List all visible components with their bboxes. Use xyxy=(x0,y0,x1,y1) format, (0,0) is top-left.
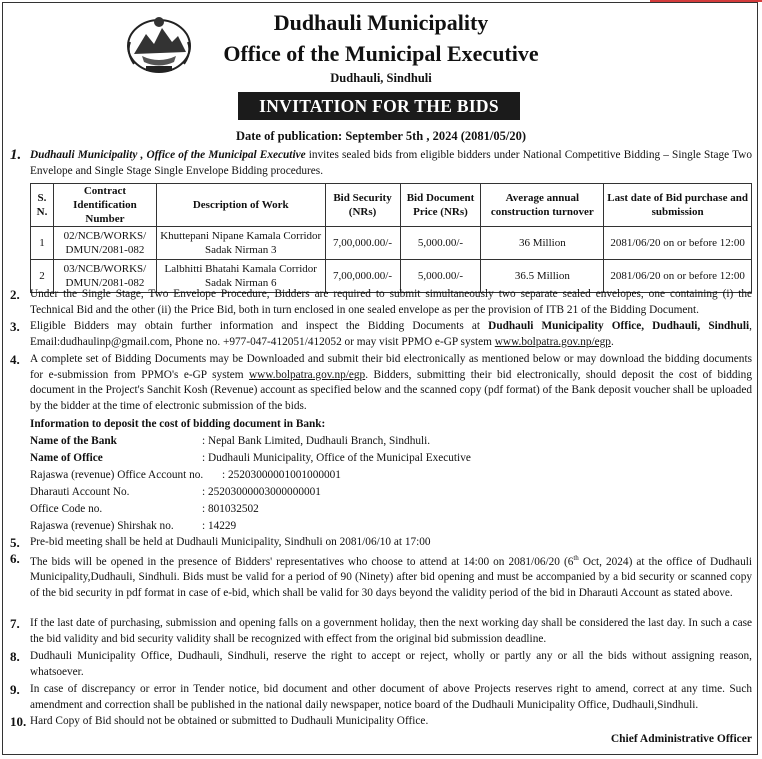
clause-4 xyxy=(10,352,752,414)
clause-3-text: Eligible Bidders may obtain further information and inspect the Bidding Documents at xyxy=(30,320,489,332)
header-bid-security: Bid Security (NRs) xyxy=(325,184,400,227)
notice-banner: INVITATION FOR THE BIDS xyxy=(238,92,520,120)
clause-number: 7. xyxy=(10,616,20,631)
cell-last-date: 2081/06/20 on or before 12:00 xyxy=(604,260,752,293)
clause-1-lead: Dudhauli Municipality , Office of the Municipal Executive xyxy=(30,149,306,161)
bank-row-value: : 14229 xyxy=(202,520,237,532)
cell-contract-id: 03/NCB/WORKS/ DMUN/2081-082 xyxy=(53,260,156,293)
bank-row-key: Rajaswa (revenue) Office Account no. xyxy=(30,469,204,481)
clause-number: 1. xyxy=(10,147,22,163)
bank-row-key: Name of Office xyxy=(30,452,103,464)
header-sn: S. N. xyxy=(31,184,54,227)
bank-row-key: Rajaswa (revenue) Shirshak no. xyxy=(30,520,174,532)
clause-10 xyxy=(10,714,752,730)
cell-bid-security: 7,00,000.00/- xyxy=(325,227,400,260)
bank-row-value: : Dudhauli Municipality, Office of the Municipal Executive xyxy=(202,452,471,464)
bank-row-key: Name of the Bank xyxy=(30,435,117,447)
bank-row xyxy=(30,519,237,534)
clause-number: 10. xyxy=(10,714,27,729)
egp-link[interactable]: www.bolpatra.gov.np/egp xyxy=(249,368,366,381)
cell-turnover: 36 Million xyxy=(481,227,604,260)
bank-row xyxy=(30,451,471,466)
clause-9 xyxy=(10,682,752,713)
cell-bid-security: 7,00,000.00/- xyxy=(325,260,400,293)
municipality-title: Dudhauli Municipality xyxy=(273,10,489,35)
clause-3 xyxy=(10,319,752,350)
bank-row xyxy=(30,485,321,500)
clause-6 xyxy=(10,551,752,601)
cell-sn: 1 xyxy=(31,227,54,260)
bank-info-heading: Information to deposit the cost of bidding document in Bank: xyxy=(30,418,326,430)
clause-6-sup: th xyxy=(573,554,579,562)
cell-doc-price: 5,000.00/- xyxy=(400,260,481,293)
cell-doc-price: 5,000.00/- xyxy=(400,227,481,260)
signature: Chief Administrative Officer xyxy=(610,733,752,745)
cell-contract-id: 02/NCB/WORKS/ DMUN/2081-082 xyxy=(53,227,156,260)
bank-row-value: : 25203000003000000001 xyxy=(202,486,321,498)
cell-turnover: 36.5 Million xyxy=(481,260,604,293)
table-row xyxy=(31,227,752,260)
clause-3-end: . xyxy=(610,335,614,348)
clause-7-text: If the last date of purchasing, submission and opening falls on a government holiday, then the next working day shall be considered the last day. In such a case the bid validity and bid security validity shall be recognized with effect from the original bid submission deadline. xyxy=(30,617,752,645)
bank-row xyxy=(30,502,259,517)
header-doc-price: Bid Document Price (NRs) xyxy=(400,184,481,227)
egp-link[interactable]: www.bolpatra.gov.np/egp xyxy=(494,335,611,348)
clause-9-text: In case of discrepancy or error in Tender notice, bid document and other document of above Projects reserves right to amend, correct at any time. Such amendment and correction shall be published in the national daily newspaper, notice board of the Dudhauli Municipality Office, Dudhauli,Sindhuli. xyxy=(30,683,752,711)
clause-8-text: Dudhauli Municipality Office, Dudhauli, Sindhuli, reserve the right to accept or reject, wholly or partly any or all the bids without assigning reason, whatsoever. xyxy=(30,650,752,678)
clause-3-contact: , Email:dudhaulinp@gmail.com, Phone no. +977-047-412051/412052 or may visit PPMO e-GP system xyxy=(30,320,752,348)
clause-1 xyxy=(10,148,752,179)
bank-row-value: : Nepal Bank Limited, Dudhauli Branch, Sindhuli. xyxy=(202,435,431,447)
header-turnover: Average annual construction turnover xyxy=(481,184,604,227)
clause-number: 9. xyxy=(10,682,20,697)
clause-4-text-cont: . Bidders, submitting their bid electronically, should deposit the cost of bidding document in the Project's Sanchit Kosh (Revenue) account as specified below and the scanned copy (pdf format) of the Bank deposit voucher shall be uploaded by the bidder at the time of electronic submission of the bids. xyxy=(30,368,752,412)
cell-description: Lalbhitti Bhatahi Kamala Corridor Sadak Nirman 6 xyxy=(156,260,325,293)
clause-8 xyxy=(10,649,752,680)
header-contract-id: Contract Identification Number xyxy=(53,184,156,227)
header-last-date: Last date of Bid purchase and submission xyxy=(604,184,752,227)
clause-2 xyxy=(10,287,752,318)
cell-description: Khuttepani Nipane Kamala Corridor Sadak Nirman 3 xyxy=(156,227,325,260)
bank-row-key: Dharauti Account No. xyxy=(30,486,130,498)
location: Dudhauli, Sindhuli xyxy=(330,71,432,85)
clause-5-text: Pre-bid meeting shall be held at Dudhauli Municipality, Sindhuli on 2081/06/10 at 17:00 xyxy=(30,536,431,548)
clause-10-text: Hard Copy of Bid should not be obtained or submitted to Dudhauli Municipality Office. xyxy=(30,715,429,727)
office-title: Office of the Municipal Executive xyxy=(223,41,539,66)
clause-number: 5. xyxy=(10,535,20,550)
clause-1-text: invites sealed bids from eligible bidders under National Competitive Bidding – Single Stage Two Envelope and Single Stage Single Envelope Bidding procedures. xyxy=(30,149,752,177)
clause-number: 8. xyxy=(10,649,20,664)
clause-number: 3. xyxy=(10,319,20,334)
clause-6-text: The bids will be opened in the presence of Bidders' representatives who choose to attend at 14:00 on 2081/06/20 (6 xyxy=(30,555,574,568)
header-description: Description of Work xyxy=(156,184,325,227)
clause-5 xyxy=(10,535,752,551)
clause-number: 2. xyxy=(10,287,20,302)
clause-4-text: A complete set of Bidding Documents may be Downloaded and submit their bid electronically as mentioned below or may download the bidding documents for e-submission from PPMO's e-GP system xyxy=(30,353,752,381)
bid-table xyxy=(30,183,752,293)
clause-7 xyxy=(10,616,752,647)
clause-2-text: Under the Single Stage, Two Envelope Procedure, Bidders are required to submit simultaneously two separate sealed envelopes, one containing (i) the Technical Bid and the other (ii) the Price Bid, both in turn enclosed in one sealed envelope as per the provision of ITB 21 of the Bidding Document. xyxy=(30,288,752,316)
bank-row xyxy=(30,468,341,483)
clause-6-text-cont: Oct, 2024) at the office of Dudhauli Municipality,Dudhauli, Sindhuli. Bids must be valid for a period of 90 (Ninety) after bid opening and must be accompanied by a bid security or scanned copy of the bid security in pdf format in case of e-bid, which shall be valid for 30 days beyond the validity period of the bid in Dharauti Account as stated above. xyxy=(30,555,752,599)
clause-number: 4. xyxy=(10,352,20,367)
table-header-row xyxy=(31,184,752,227)
bank-row-key: Office Code no. xyxy=(30,503,103,515)
cell-last-date: 2081/06/20 on or before 12:00 xyxy=(604,227,752,260)
cell-sn: 2 xyxy=(31,260,54,293)
bank-row xyxy=(30,434,431,449)
bank-row-value: : 25203000001001000001 xyxy=(222,469,341,481)
clause-3-office: Dudhauli Municipality Office, Dudhauli, Sindhuli xyxy=(488,320,750,332)
publication-date: Date of publication: September 5th , 2024 (2081/05/20) xyxy=(235,129,527,143)
clause-number: 6. xyxy=(10,551,20,566)
bank-row-value: : 801032502 xyxy=(202,503,259,515)
